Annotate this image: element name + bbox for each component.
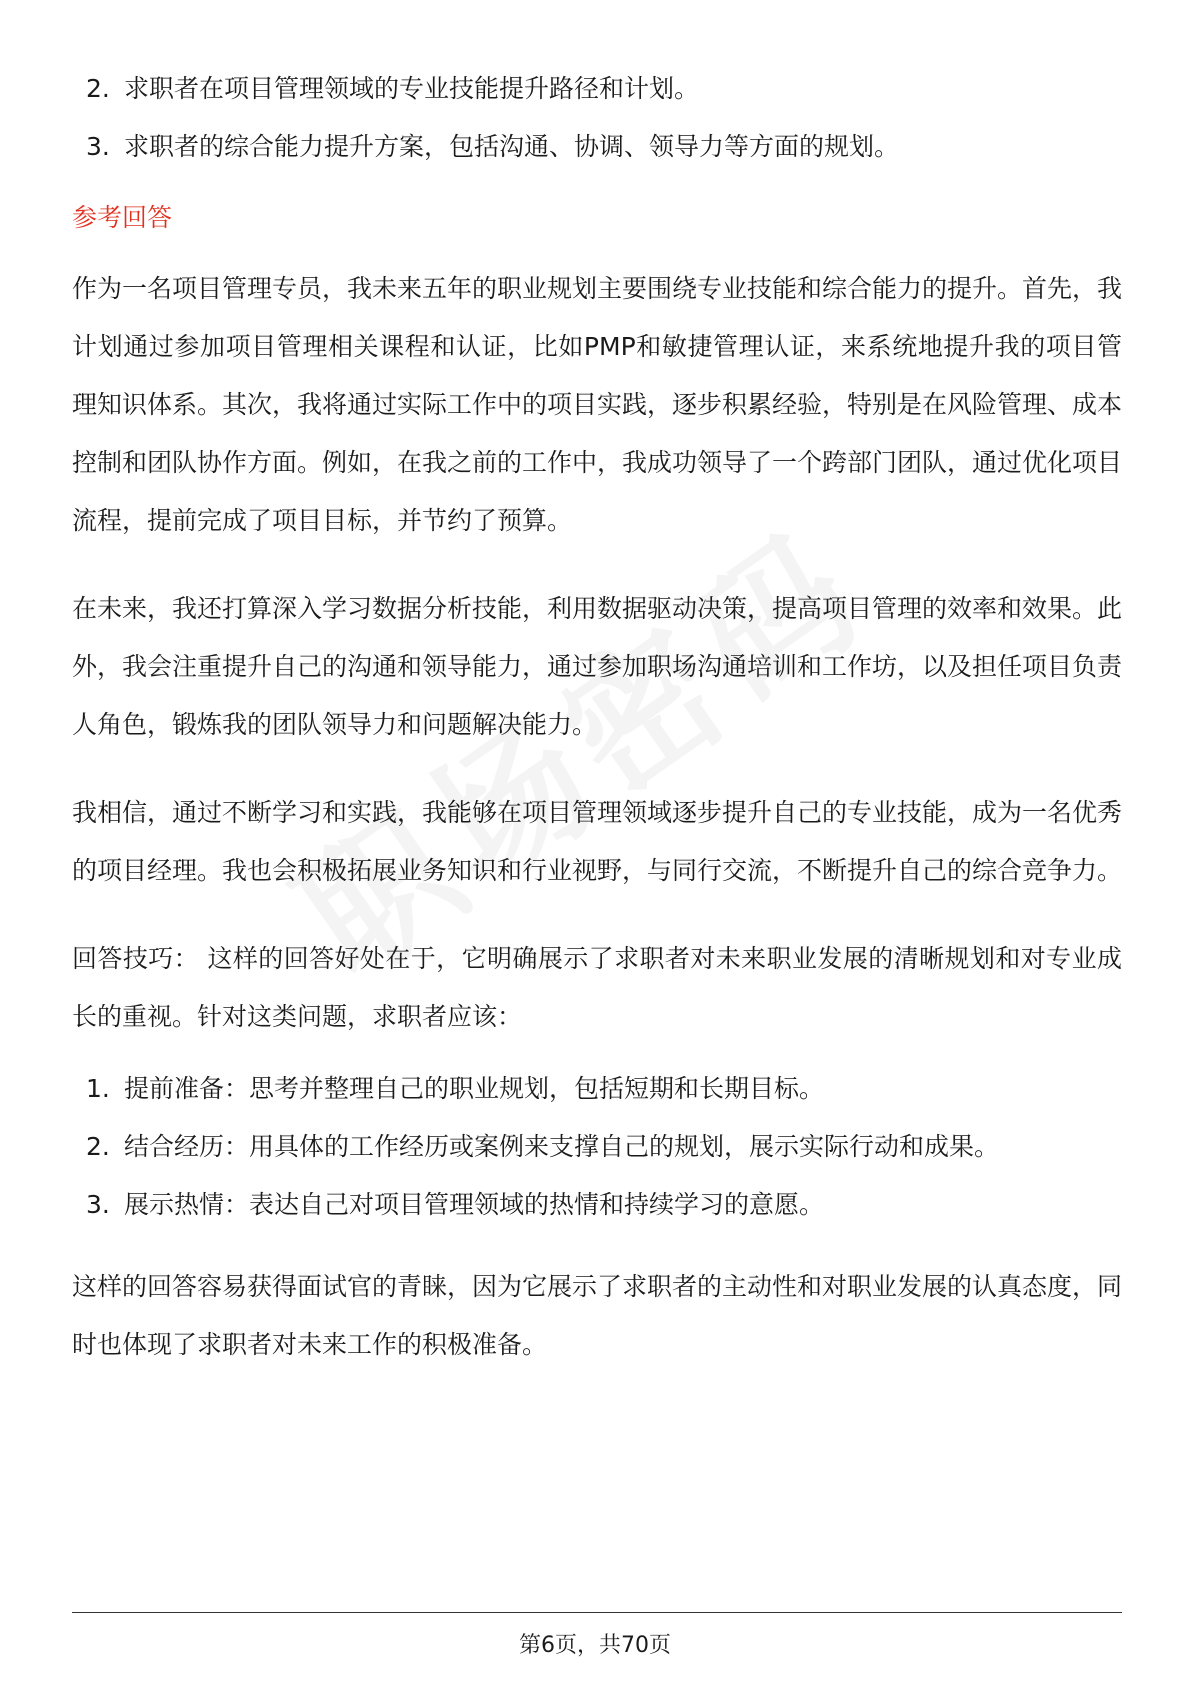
list-item bbox=[72, 118, 1122, 176]
answer-paragraph: 我相信，通过不断学习和实践，我能够在项目管理领域逐步提升自己的专业技能，成为一名优秀的项目经理。我也会积极拓展业务知识和行业视野，与同行交流，不断提升自己的综合竞争力。 bbox=[72, 798, 1123, 885]
tips-list bbox=[72, 1060, 1122, 1234]
closing-paragraph: 这样的回答容易获得面试官的青睐，因为它展示了求职者的主动性和对职业发展的认真态度，同时也体现了求职者对未来工作的积极准备。 bbox=[72, 1272, 1123, 1359]
list-number: 3. bbox=[86, 1190, 110, 1219]
list-item bbox=[72, 1176, 1122, 1234]
list-text: 结合经历：用具体的工作经历或案例来支撑自己的规划，展示实际行动和成果。 bbox=[124, 1132, 1000, 1161]
list-item bbox=[72, 1118, 1122, 1176]
tips-intro: 回答技巧： 这样的回答好处在于，它明确展示了求职者对未来职业发展的清晰规划和对专业成长的重视。针对这类问题，求职者应该： bbox=[72, 944, 1122, 1031]
list-text: 求职者的综合能力提升方案，包括沟通、协调、领导力等方面的规划。 bbox=[124, 132, 900, 161]
answer-heading: 参考回答 bbox=[72, 203, 173, 232]
list-number: 1. bbox=[86, 1074, 110, 1103]
list-number: 3. bbox=[86, 132, 110, 161]
page-number: 第6页，共70页 bbox=[519, 1633, 671, 1658]
list-item bbox=[72, 1060, 1122, 1118]
requirements-list bbox=[72, 60, 1122, 176]
answer-paragraph: 在未来，我还打算深入学习数据分析技能，利用数据驱动决策，提高项目管理的效率和效果。此外，我会注重提升自己的沟通和领导能力，通过参加职场沟通培训和工作坊，以及担任项目负责人角色，锻炼我的团队领导力和问题解决能力。 bbox=[72, 594, 1123, 739]
page-content bbox=[72, 60, 1122, 1404]
list-text: 求职者在项目管理领域的专业技能提升路径和计划。 bbox=[124, 74, 700, 103]
list-text: 提前准备：思考并整理自己的职业规划，包括短期和长期目标。 bbox=[124, 1074, 825, 1103]
footer-divider bbox=[72, 1612, 1122, 1613]
list-number: 2. bbox=[86, 1132, 110, 1161]
list-item bbox=[72, 60, 1122, 118]
list-text: 展示热情：表达自己对项目管理领域的热情和持续学习的意愿。 bbox=[124, 1190, 825, 1219]
answer-paragraph: 作为一名项目管理专员，我未来五年的职业规划主要围绕专业技能和综合能力的提升。首先，我计划通过参加项目管理相关课程和认证，比如PMP和敏捷管理认证，来系统地提升我的项目管理知识体系。其次，我将通过实际工作中的项目实践，逐步积累经验，特别是在风险管理、成本控制和团队协作方面。例如，在我之前的工作中，我成功领导了一个跨部门团队，通过优化项目流程，提前完成了项目目标，并节约了预算。 bbox=[72, 274, 1123, 535]
list-number: 2. bbox=[86, 74, 110, 103]
